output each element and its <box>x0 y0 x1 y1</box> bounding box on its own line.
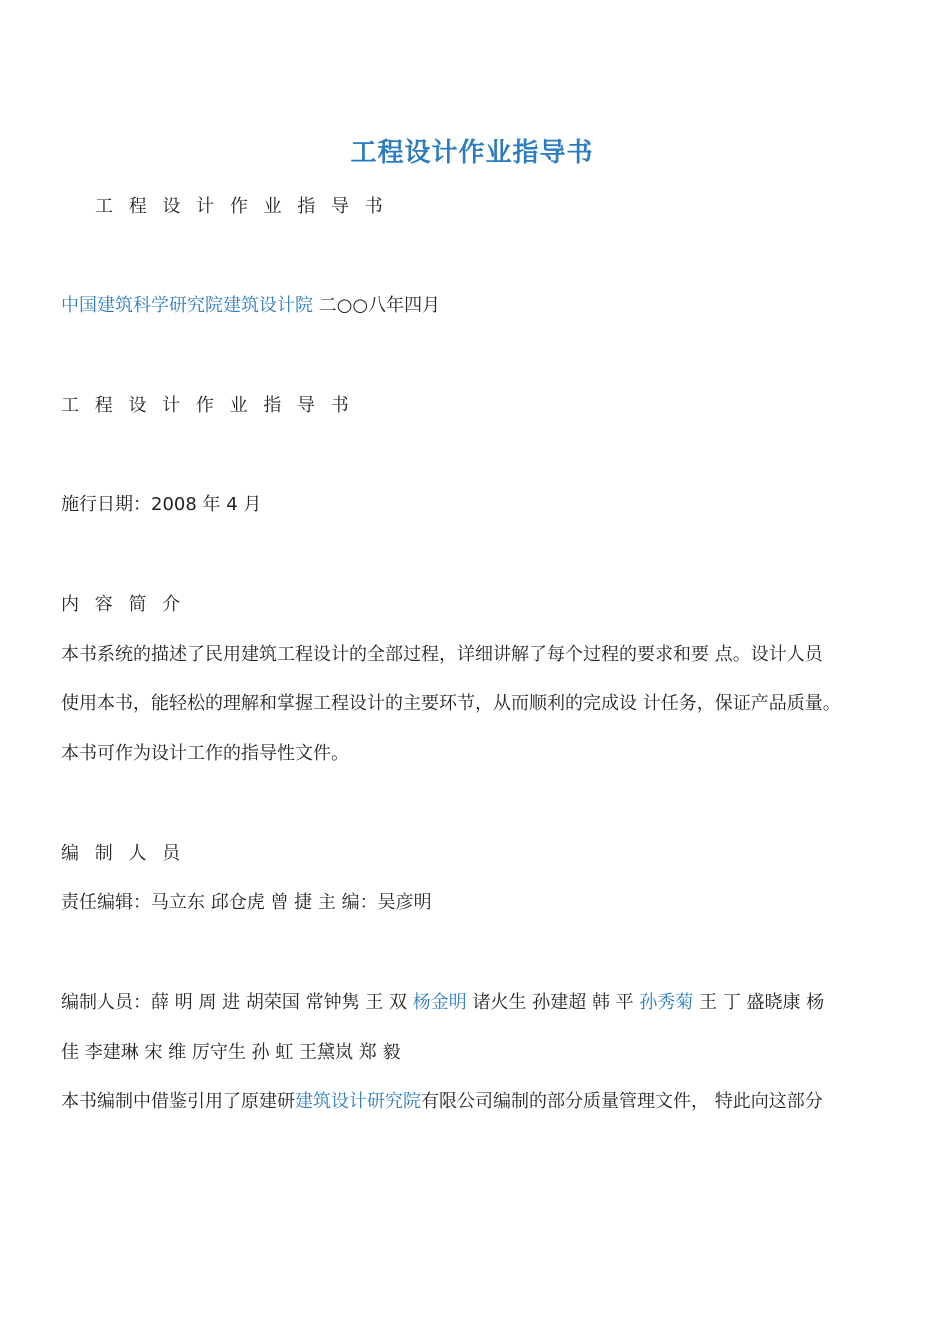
intro-line: 本书可作为设计工作的指导性文件。 <box>61 743 349 764</box>
editors-line: 责任编辑：马立东 邱仓虎 曾 捷 主 编：吴彦明 <box>61 892 432 913</box>
document-subtitle: 工 程 设 计 作 业 指 导 书 <box>95 196 388 217</box>
acknowledgement-line <box>61 1089 823 1115</box>
compilers-text: 编制人员：薛 明 周 进 胡荣国 常钟隽 王 双 <box>61 992 413 1013</box>
institute-link[interactable]: 建筑设计研究院 <box>295 1091 421 1112</box>
effective-date: 施行日期：2008 年 4 月 <box>61 494 262 515</box>
publish-date: 二○○八年四月 <box>313 295 441 316</box>
acknowledgement-text: 本书编制中借鉴引用了原建研 <box>61 1091 295 1112</box>
org-link[interactable]: 中国建筑科学研究院建筑设计院 <box>61 295 313 316</box>
compilers-text: 王 丁 盛晓康 杨 <box>693 992 825 1013</box>
compilers-text: 诸火生 孙建超 韩 平 <box>466 992 640 1013</box>
intro-line: 本书系统的描述了民用建筑工程设计的全部过程，详细讲解了每个过程的要求和要 点。设计人员 <box>61 644 823 665</box>
intro-line: 使用本书，能轻松的理解和掌握工程设计的主要环节，从而顺利的完成设 计任务，保证产品质量。 <box>61 693 841 714</box>
acknowledgement-text: 有限公司编制的部分质量管理文件， 特此向这部分 <box>421 1091 823 1112</box>
compilers-line <box>61 990 824 1016</box>
compilers-line-2: 佳 李建琳 宋 维 厉守生 孙 虹 王黛岚 郑 毅 <box>61 1042 401 1063</box>
staff-heading: 编 制 人 员 <box>61 843 186 864</box>
heading-repeat: 工 程 设 计 作 业 指 导 书 <box>61 395 354 416</box>
org-date-line <box>61 293 440 319</box>
compiler-link[interactable]: 杨金明 <box>412 992 467 1013</box>
compiler-link[interactable]: 孙秀菊 <box>639 992 694 1013</box>
document-title: 工程设计作业指导书 <box>350 138 594 168</box>
intro-heading: 内 容 简 介 <box>61 594 186 615</box>
